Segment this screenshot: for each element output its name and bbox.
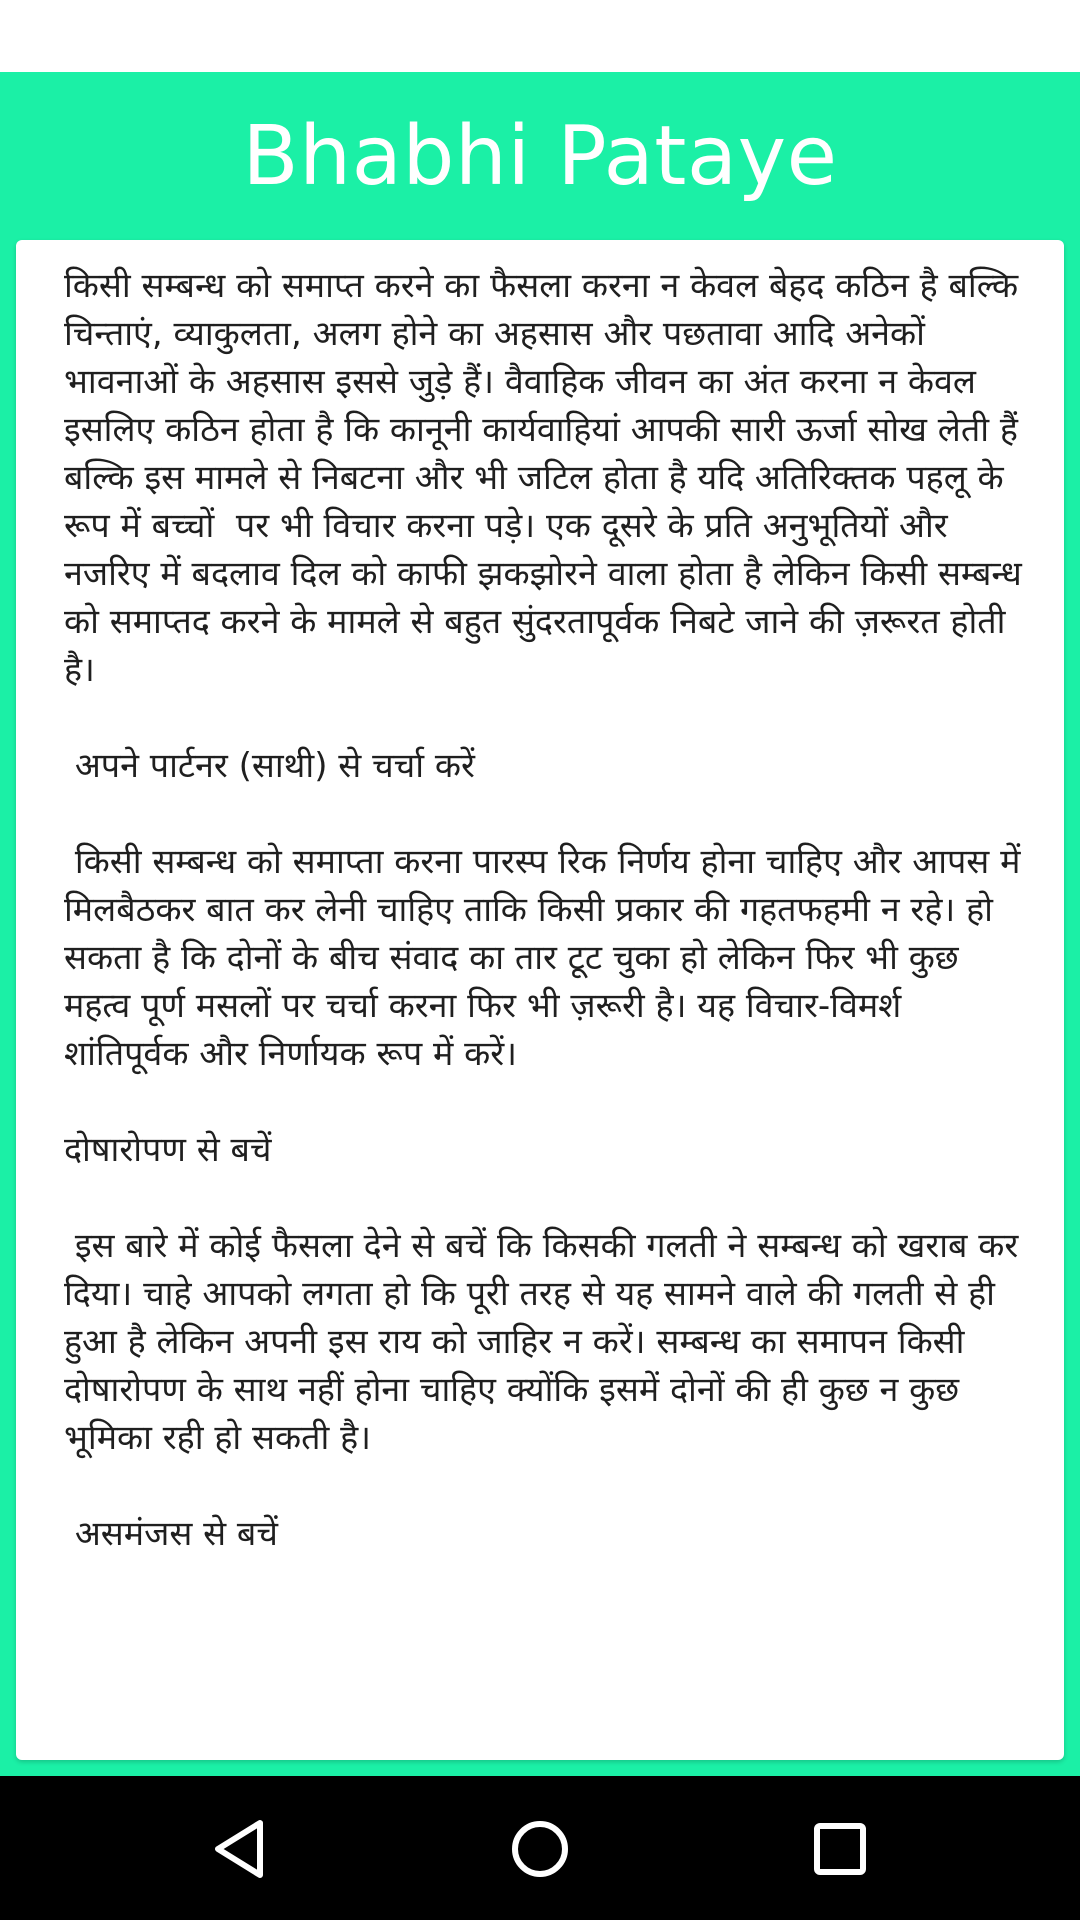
navigation-bar bbox=[0, 1776, 1080, 1920]
recents-square-icon bbox=[804, 1813, 876, 1885]
back-triangle-icon bbox=[204, 1813, 276, 1885]
home-button[interactable] bbox=[495, 1804, 585, 1894]
app-title: Bhabhi Pataye bbox=[242, 108, 838, 204]
article-text: किसी सम्बन्ध को समाप्त करने का फैसला करना न केवल बेहद कठिन है बल्कि चिन्ताएं, व्याकुलता, अलग होने का अहसास और पछतावा आदि अनेकों भावनाओं के अहसास इससे जुड़े हैं। वैवाहिक जीवन का अंत करना न केवल इसलिए कठिन होता है कि कानूनी कार्यवाहियां आपकी सारी ऊर्जा सोख लेती हैं बल्कि इस मामले से निबटना और भी जटिल होता है यदि अतिरिक्तक पहलू के रूप में बच्चों पर भी विचार करना पड़े। एक दूसरे के प्रति अनुभूतियों और नजरिए में बदलाव दिल को काफी झकझोरने वाला होता है लेकिन किसी सम्बन्ध को समाप्तद करने के मामले से बहुत सुंदरतापूर्वक निबटे जाने की ज़रूरत होती है। अपने पार्टनर (साथी) से चर्चा करें किसी सम्बन्ध को समाप्ता करना पारस्प रिक निर्णय होना चाहिए और आपस में मिलबैठकर बात कर लेनी चाहिए ताकि किसी प्रकार की गहतफहमी न रहे। हो सकता है कि दोनों के बीच संवाद का तार टूट चुका हो लेकिन फिर भी कुछ महत्व पूर्ण मसलों पर चर्चा करना फिर भी ज़रूरी है। यह विचार-विमर्श शांतिपूर्वक और निर्णायक रूप में करें। दोषारोपण से बचें इस बारे में कोई फैसला देने से बचें कि किसकी गलती ने सम्बन्ध को खराब कर दिया। चाहे आपको लगता हो कि पूरी तरह से यह सामने वाले की गलती से ही हुआ है लेकिन अपनी इस राय को जाहिर न करें। सम्बन्ध का समापन किसी दोषारोपण के साथ नहीं होना चाहिए क्योंकि इसमें दोनों की ही कुछ न कुछ भूमिका रही हो सकती है। असमंजस से बचें bbox=[64, 266, 1022, 1554]
home-circle-icon bbox=[504, 1813, 576, 1885]
back-button[interactable] bbox=[195, 1804, 285, 1894]
status-bar bbox=[0, 0, 1080, 72]
recents-button[interactable] bbox=[795, 1804, 885, 1894]
article-card[interactable] bbox=[16, 240, 1064, 1760]
